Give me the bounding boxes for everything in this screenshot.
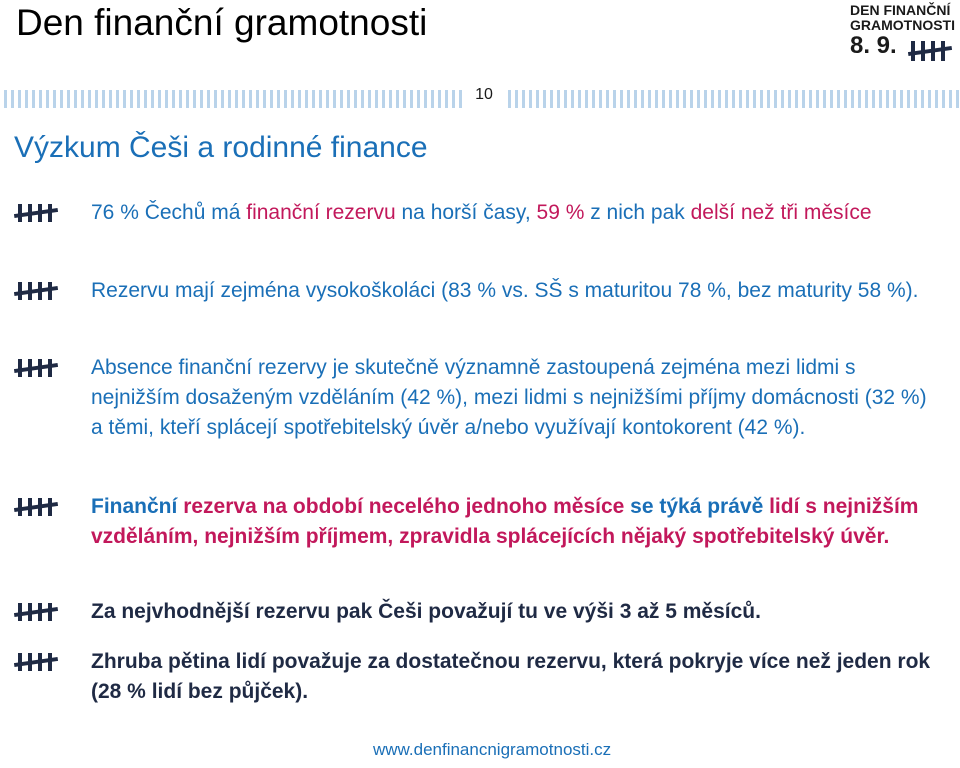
- ruler-tick: [606, 90, 609, 108]
- ruler-tick: [32, 90, 35, 108]
- ruler-tick: [578, 90, 581, 108]
- ruler-tick: [837, 90, 840, 108]
- tally-icon: [14, 496, 60, 518]
- bullet-text: [91, 492, 941, 552]
- ruler-tick: [186, 90, 189, 108]
- ruler-tick: [564, 90, 567, 108]
- ruler-tick: [746, 90, 749, 108]
- ruler-tick: [305, 90, 308, 108]
- ruler-tick: [739, 90, 742, 108]
- ruler-tick: [137, 90, 140, 108]
- ruler-tick: [711, 90, 714, 108]
- ruler-tick: [333, 90, 336, 108]
- ruler-tick: [942, 90, 945, 108]
- bullet-text-run: rezerva na období necelého jednoho měsíce: [183, 495, 625, 518]
- ruler-tick: [795, 90, 798, 108]
- ruler-tick: [25, 90, 28, 108]
- ruler-tick: [809, 90, 812, 108]
- ruler-tick: [683, 90, 686, 108]
- ruler-tick: [641, 90, 644, 108]
- ruler-tick: [634, 90, 637, 108]
- ruler-tick: [361, 90, 364, 108]
- ruler-tick: [802, 90, 805, 108]
- ruler-tick: [697, 90, 700, 108]
- ruler-tick: [788, 90, 791, 108]
- ruler-tick: [529, 90, 532, 108]
- ruler-tick: [242, 90, 245, 108]
- ruler-tick: [823, 90, 826, 108]
- ruler-tick: [263, 90, 266, 108]
- ruler-tick: [935, 90, 938, 108]
- ruler-tick: [648, 90, 651, 108]
- ruler-tick: [522, 90, 525, 108]
- ruler-tick: [515, 90, 518, 108]
- ruler-tick: [592, 90, 595, 108]
- ruler-tick: [88, 90, 91, 108]
- ruler-tick: [123, 90, 126, 108]
- bullet-text: [91, 647, 941, 707]
- bullet-text-run: Za nejvhodnější rezervu pak Češi považují tu ve výši 3 až 5 měsíců.: [91, 600, 761, 623]
- ruler-tick: [396, 90, 399, 108]
- ruler-tick: [326, 90, 329, 108]
- ruler-tick: [312, 90, 315, 108]
- ruler-tick: [613, 90, 616, 108]
- ruler-tick: [235, 90, 238, 108]
- tally-icon: [14, 357, 60, 379]
- ruler-tick: [753, 90, 756, 108]
- ruler-tick: [39, 90, 42, 108]
- ruler-tick: [438, 90, 441, 108]
- ruler-tick: [102, 90, 105, 108]
- logo-line-2: GRAMOTNOSTI: [850, 17, 955, 33]
- event-logo: [850, 0, 960, 62]
- ruler-tick: [655, 90, 658, 108]
- ruler-tick: [319, 90, 322, 108]
- ruler-tick: [760, 90, 763, 108]
- bullet-text-run: se týká právě: [624, 495, 770, 518]
- ruler-tick: [851, 90, 854, 108]
- ruler-tick: [550, 90, 553, 108]
- bullet-text-run: Rezervu mají zejména vysokoškoláci (83 % vs. SŠ s maturitou 78 %, bez maturity 58 %).: [91, 279, 919, 302]
- bullet-text-run: Finanční: [91, 495, 184, 518]
- ruler-tick: [144, 90, 147, 108]
- ruler-tick: [865, 90, 868, 108]
- bullet-text-run: 76 % Čechů má: [91, 201, 247, 224]
- ruler-tick: [928, 90, 931, 108]
- ruler-tick: [417, 90, 420, 108]
- tally-icon: [14, 202, 60, 224]
- ruler-tick: [109, 90, 112, 108]
- ruler-tick: [844, 90, 847, 108]
- ruler-tick: [767, 90, 770, 108]
- ruler-tick: [424, 90, 427, 108]
- ruler-tick: [816, 90, 819, 108]
- ruler-tick: [914, 90, 917, 108]
- ruler-tick: [830, 90, 833, 108]
- section-subtitle: Výzkum Češi a rodinné finance: [14, 131, 428, 164]
- ruler-tick: [200, 90, 203, 108]
- bullet-text: [91, 276, 941, 306]
- ruler-tick: [172, 90, 175, 108]
- ruler-tick: [886, 90, 889, 108]
- ruler-tick: [354, 90, 357, 108]
- ruler-tick: [81, 90, 84, 108]
- bullet-text-run: delší než tři měsíce: [690, 201, 872, 224]
- tally-icon: [14, 651, 60, 673]
- ruler-tick: [557, 90, 560, 108]
- ruler-tick: [270, 90, 273, 108]
- ruler-tick: [676, 90, 679, 108]
- bullet-text-run: lidí s nejnižším vzděláním, nejnižším příjmem, zpravidla splácejících nějaký spotřebitelský úvěr.: [91, 495, 919, 548]
- tally-logo-icon: [908, 40, 954, 62]
- ruler-tick: [445, 90, 448, 108]
- ruler-tick: [949, 90, 952, 108]
- ruler-tick: [662, 90, 665, 108]
- ruler-tick: [207, 90, 210, 108]
- ruler-tick: [774, 90, 777, 108]
- ruler-tick: [165, 90, 168, 108]
- logo-line-1: DEN FINANČNÍ: [850, 2, 951, 18]
- ruler-tick: [116, 90, 119, 108]
- logo-date: 8. 9.: [850, 32, 897, 59]
- bullet-text: [91, 597, 941, 627]
- tally-icon: [14, 280, 60, 302]
- ruler-tick: [158, 90, 161, 108]
- ruler-tick: [921, 90, 924, 108]
- ruler-tick: [4, 90, 7, 108]
- ruler-tick: [389, 90, 392, 108]
- bullet-text: [91, 198, 941, 228]
- ruler-tick: [627, 90, 630, 108]
- ruler-tick: [284, 90, 287, 108]
- ruler-tick: [375, 90, 378, 108]
- ruler-tick: [256, 90, 259, 108]
- ruler-tick: [74, 90, 77, 108]
- ruler-tick: [95, 90, 98, 108]
- ruler-tick: [536, 90, 539, 108]
- ruler-tick: [340, 90, 343, 108]
- ruler-tick: [571, 90, 574, 108]
- ruler-tick: [130, 90, 133, 108]
- ruler-tick: [431, 90, 434, 108]
- page-title: Den finanční gramotnosti: [16, 2, 428, 43]
- ruler-tick: [228, 90, 231, 108]
- ruler-tick: [151, 90, 154, 108]
- page-number: 10: [475, 86, 493, 103]
- ruler-tick: [410, 90, 413, 108]
- ruler-tick: [543, 90, 546, 108]
- ruler-tick: [403, 90, 406, 108]
- bullet-text-run: z nich pak: [584, 201, 691, 224]
- ruler-tick: [900, 90, 903, 108]
- ruler-tick: [620, 90, 623, 108]
- ruler-tick: [585, 90, 588, 108]
- ruler-tick: [67, 90, 70, 108]
- ruler-tick: [452, 90, 455, 108]
- ruler-tick: [704, 90, 707, 108]
- bullet-text-run: finanční rezervu: [246, 201, 396, 224]
- ruler-tick: [368, 90, 371, 108]
- bullet-text-run: na horší časy,: [395, 201, 537, 224]
- ruler-tick: [732, 90, 735, 108]
- ruler-tick: [193, 90, 196, 108]
- ruler-tick: [249, 90, 252, 108]
- ruler-tick: [781, 90, 784, 108]
- ruler-tick: [291, 90, 294, 108]
- tally-icon: [14, 601, 60, 623]
- ruler-tick: [725, 90, 728, 108]
- ruler-tick: [508, 90, 511, 108]
- bullet-text-run: Zhruba pětina lidí považuje za dostatečnou rezervu, která pokryje více než jeden rok (28 % lidí bez půjček).: [91, 650, 931, 703]
- ruler-tick: [879, 90, 882, 108]
- ruler-tick: [60, 90, 63, 108]
- ruler-tick: [956, 90, 959, 108]
- ruler-tick: [18, 90, 21, 108]
- ruler-tick: [858, 90, 861, 108]
- ruler-tick: [214, 90, 217, 108]
- ruler-tick: [11, 90, 14, 108]
- ruler-tick: [872, 90, 875, 108]
- ruler-tick: [298, 90, 301, 108]
- ruler-tick: [221, 90, 224, 108]
- ruler-tick: [907, 90, 910, 108]
- ruler-tick: [599, 90, 602, 108]
- ruler-tick: [382, 90, 385, 108]
- ruler-tick: [690, 90, 693, 108]
- ruler-tick: [669, 90, 672, 108]
- ruler-tick: [893, 90, 896, 108]
- ruler-tick: [718, 90, 721, 108]
- bullet-text-run: Absence finanční rezervy je skutečně významně zastoupená zejména mezi lidmi s nejnižším dosaženým vzděláním (42 %), mezi lidmi s nejnižšími příjmy domácnosti (32 %) a těmi, kteří splácejí spotřebitelský úvěr a/nebo využívají kontokorent (42 %).: [91, 356, 927, 439]
- ruler-tick: [179, 90, 182, 108]
- ruler-tick: [277, 90, 280, 108]
- ruler-tick: [53, 90, 56, 108]
- bullet-text: [91, 353, 941, 443]
- ruler-tick: [46, 90, 49, 108]
- ruler-tick: [459, 90, 462, 108]
- website-link[interactable]: www.denfinancnigramotnosti.cz: [373, 740, 612, 759]
- bullet-text-run: 59 %: [536, 201, 585, 224]
- ruler-tick: [347, 90, 350, 108]
